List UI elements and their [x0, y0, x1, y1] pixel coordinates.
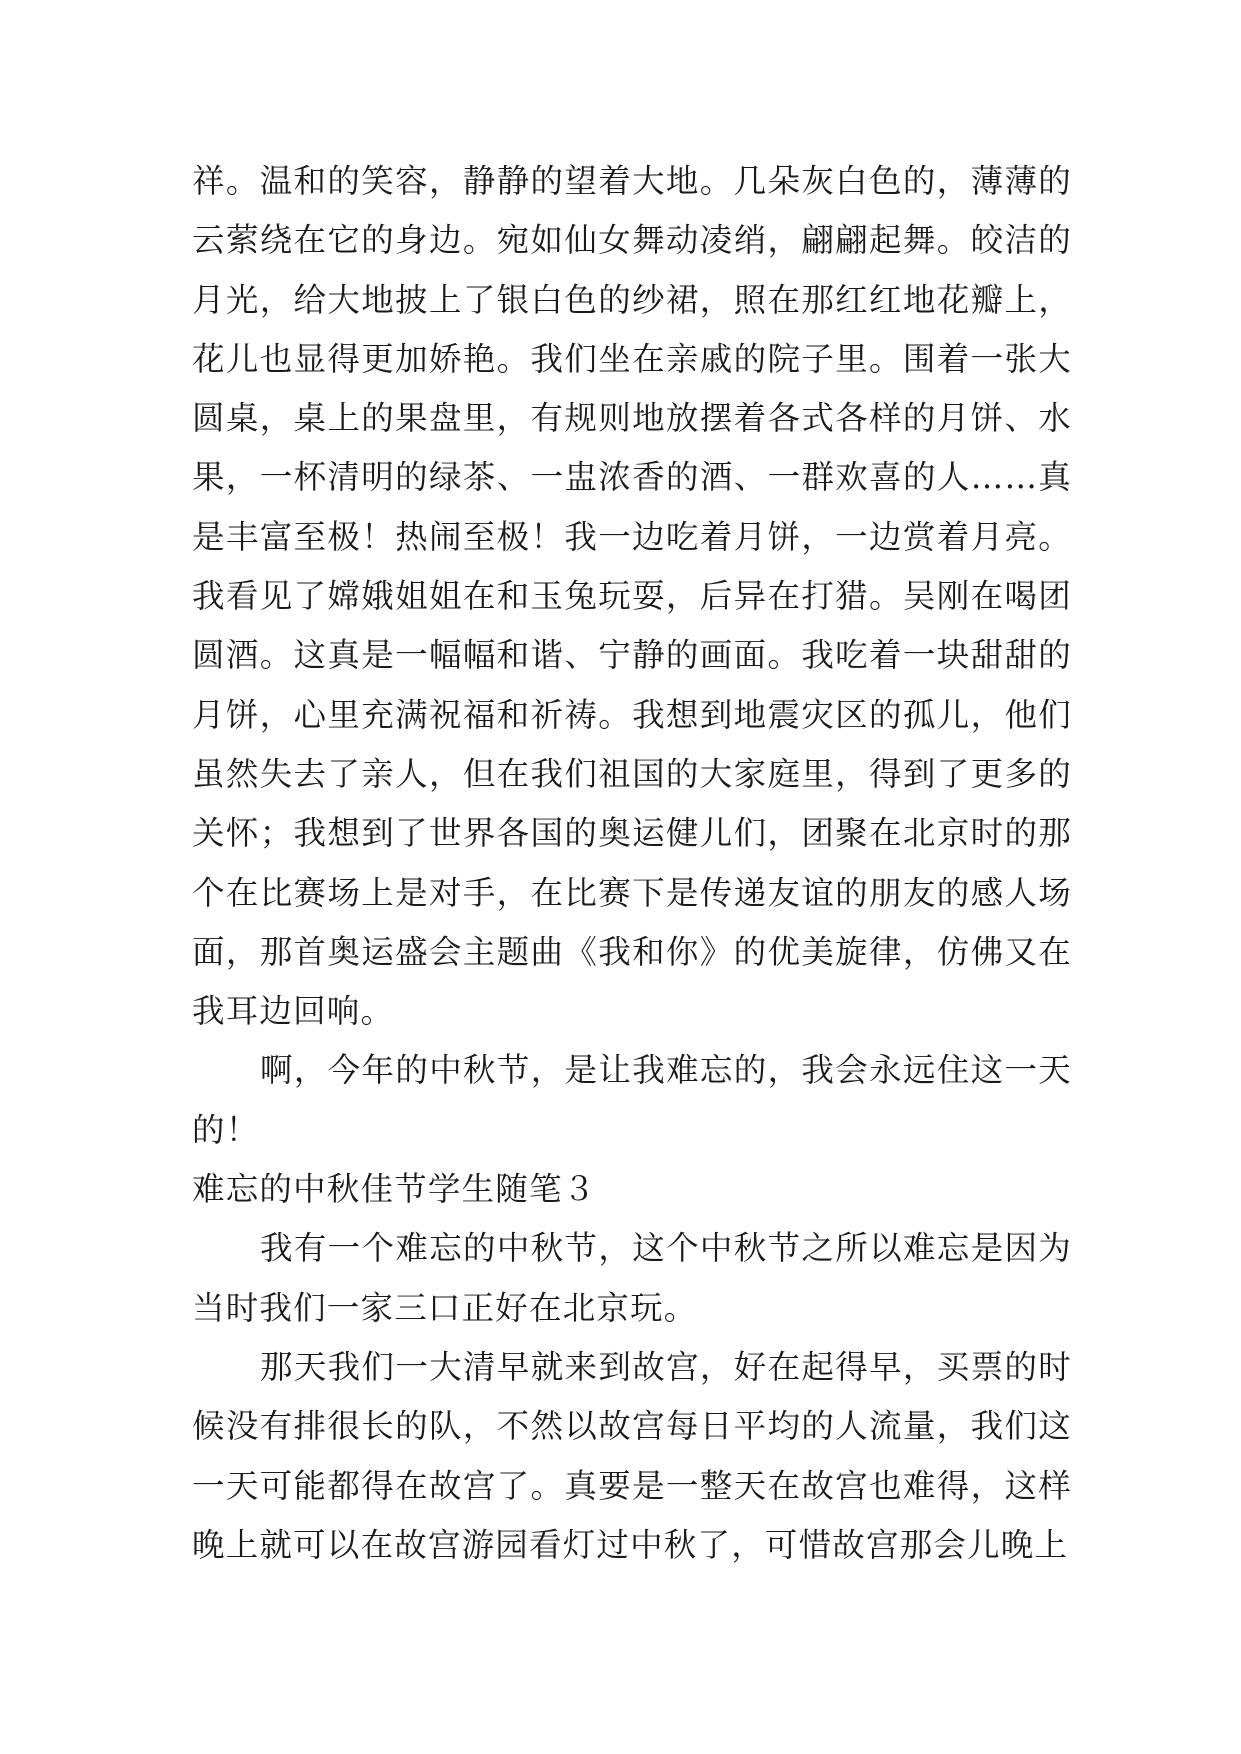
paragraph-unforgettable-day: 啊，今年的中秋节，是让我难忘的，我会永远住这一天的！	[192, 1051, 1072, 1149]
paragraph-beijing-trip: 我有一个难忘的中秋节，这个中秋节之所以难忘是因为当时我们一家三口正好在北京玩。	[192, 1229, 1072, 1327]
section-title: 难忘的中秋佳节学生随笔３	[192, 1170, 597, 1209]
document-body	[192, 152, 1072, 1575]
paragraph-mid-autumn-scene: 祥。温和的笑容，静静的望着大地。几朵灰白色的，薄薄的云萦绕在它的身边。宛如仙女舞动凌绡，翩翩起舞。皎洁的月光，给大地披上了银白色的纱裙，照在那红红地花瓣上，花儿也显得更加娇艳。我们坐在亲戚的院子里。围着一张大圆桌，桌上的果盘里，有规则地放摆着各式各样的月饼、水果，一杯清明的绿茶、一盅浓香的酒、一群欢喜的人……真是丰富至极！热闹至极！我一边吃着月饼，一边赏着月亮。我看见了嫦娥姐姐在和玉兔玩耍，后异在打猎。吴刚在喝团圆酒。这真是一幅幅和谐、宁静的画面。我吃着一块甜甜的月饼，心里充满祝福和祈祷。我想到地震灾区的孤儿，他们虽然失去了亲人，但在我们祖国的大家庭里，得到了更多的关怀；我想到了世界各国的奥运健儿们，团聚在北京时的那个在比赛场上是对手，在比赛下是传递友谊的朋友的感人场面，那首奥运盛会主题曲《我和你》的优美旋律，仿佛又在我耳边回响。	[192, 162, 1072, 1031]
paragraph-forbidden-city: 那天我们一大清早就来到故宫，好在起得早，买票的时候没有排很长的队，不然以故宫每日平均的人流量，我们这一天可能都得在故宫了。真要是一整天在故宫也难得，这样晚上就可以在故宫游园看灯过中秋了，可惜故宫那会儿晚上	[192, 1347, 1072, 1564]
